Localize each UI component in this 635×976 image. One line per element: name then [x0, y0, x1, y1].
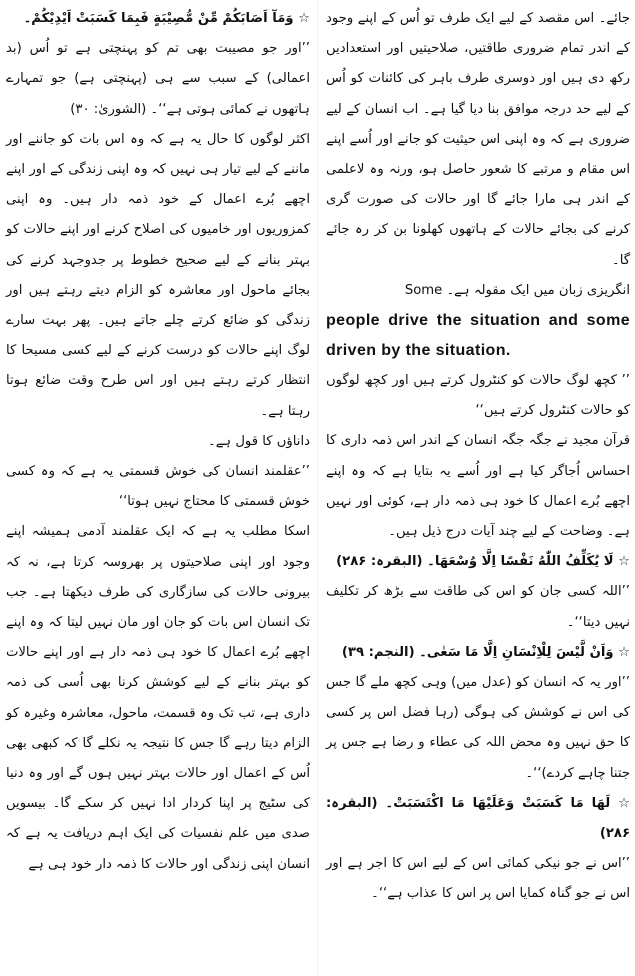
verse-baqarah-1: ☆ لَا يُكَلِّفُ اللّٰهُ نَفْسًا اِلَّا وُسْعَهَا۔ (البقرہ: ۲۸۶): [336, 554, 630, 570]
verse-baqarah-1-translation: ’’اللہ کسی جان کو اس کی طاقت سے بڑھ کر تکلیف نہیں دیتا‘‘۔: [326, 584, 630, 630]
right-column: [326, 4, 630, 910]
left-column: [6, 4, 310, 880]
verse-shura: ☆ وَمَآ اَصَابَكُمْ مِّنْ مُّصِيْبَةٍ فَبِمَا كَسَبَتْ اَيْدِيْكُمْ۔: [23, 11, 310, 26]
quran-responsibility-paragraph: قرآن مجید نے جگہ جگہ انسان کے اندر اس ذمہ داری کا احساس اُجاگر کیا ہے اور اُسے یہ بتایا ہے کہ وہ اپنے اچھے بُرے اعمال کا خود ہی ذمہ دار ہے، کوئی اور نہیں ہے۔ وضاحت کے لیے چند آیات درج ذیل ہیں۔: [326, 433, 630, 540]
verse-shura-translation: ’’اور جو مصیبت بھی تم کو پہنچتی ہے تو اُس (بد اعمالی) کے سبب سے ہی (پہنچتی ہے) جو تمہارے ہاتھوں نے کمائی ہوتی ہے‘‘۔ (الشوریٰ: ۳۰): [6, 41, 310, 117]
wise-saying-intro: داناؤں کا قول ہے۔: [207, 433, 310, 449]
wise-saying: ’’عقلمند انسان کی خوش قسمتی یہ ہے کہ وہ کسی خوش قسمتی کا محتاج نہیں ہوتا‘‘: [6, 464, 310, 510]
proverb-translation: ’’ کچھ لوگ حالات کو کنٹرول کرتے ہیں اور کچھ لوگوں کو حالات کنٹرول کرتے ہیں‘‘: [326, 373, 630, 419]
verse-baqarah-2-translation: ’’اس نے جو نیکی کمائی اس کے لیے اس کا اجر ہے اور اس نے جو گناہ کمایا اس پر اس کا عذاب ہے‘‘۔: [326, 856, 630, 902]
verse-baqarah-2: ☆ لَهَا مَا كَسَبَتْ وَعَلَيْهَا مَا اكْتَسَبَتْ۔ (البقرہ: ۲۸۶): [326, 795, 630, 842]
english-proverb-intro: انگریزی زبان میں ایک مقولہ ہے۔ Some: [404, 282, 630, 298]
column-divider: [317, 0, 318, 976]
verse-najm: ☆ وَاَنْ لَّيْسَ لِلْاِنْسَانِ اِلَّا مَا سَعٰى۔ (النجم: ۳۹): [341, 644, 630, 660]
intro-paragraph: جائے۔ اس مقصد کے لیے ایک طرف تو اُس کے اپنے وجود کے اندر تمام ضروری طاقتیں، صلاحیتیں اور استعدادیں رکھ دی ہیں اور دوسری طرف باہر کی کائنات کو اُس کے لیے حد درجہ موافق بنا دیا گیا ہے۔ اب انسان کے لیے ضروری ہے کہ وہ اپنی اس حیثیت کو جانے اور اُسے اپنے اس مقام و مرتبے کا شعور حاصل ہو، ورنہ وہ لاعلمی کے اندر ہی مارا جائے گا اور حالات کی صورت گری کرنے کی بجائے حالات کے ہاتھوں کھلونا بن کر رہ جائے گا۔: [326, 11, 630, 268]
verse-najm-translation: ’’اور یہ کہ انسان کو (عدل میں) وہی کچھ ملے گا جس کی اس نے کوشش کی ہوگی (رہا فضل اس پر کسی کا حق نہیں وہ محض اللہ کی عطاء و رضا ہے جس پر جتنا چاہے کردے)‘‘۔: [326, 675, 630, 781]
people-attitude-paragraph: اکثر لوگوں کا حال یہ ہے کہ وہ اس بات کو جاننے اور ماننے کے لیے تیار ہی نہیں کہ وہ اپنی زندگی کے اور اپنے اچھے بُرے اعمال کے خود ذمہ دار ہیں۔ وہ اپنی کمزوریوں اور خامیوں کی اصلاح کرنے اور اپنے حالات کو بہتر بنانے کے لیے صحیح خطوط پر جدوجہد کرنے کی بجائے ماحول اور معاشرہ کو الزام دیتے رہتے ہیں اور زندگی کو ضائع کرتے چلے جاتے ہیں۔ پھر بہت سارے لوگ اپنے حالات کو درست کرنے کے لیے کسی مسیحا کا انتظار کرتے رہتے ہیں اور اس طرح وقت ضائع ہوتا رہتا ہے۔: [6, 131, 310, 419]
english-proverb: people drive the situation and some driven by the situation.: [326, 312, 630, 360]
explanation-paragraph: اسکا مطلب یہ ہے کہ ایک عقلمند آدمی ہمیشہ اپنے وجود اور اپنی صلاحیتوں پر بھروسہ کرتا ہے، نہ کہ بیرونی حالات کی سازگاری کی طرف دیکھتا ہے۔ جب تک انسان اس بات کو جان اور مان نہیں لیتا کہ وہ اپنے اچھے بُرے اعمال کا خود ہی ذمہ دار ہے اور اپنے حالات کو بہتر بنانے کے لیے کوشش کرنا بھی اُسی کی ذمہ داری ہے، تب تک وہ قسمت، ماحول، معاشرہ وغیرہ کو الزام دیتا رہے گا جس کا نتیجہ یہ نکلے گا کہ کبھی بھی اُس کے اعمال اور حالات بہتر نہیں ہوں گے اور وہ دنیا کی سٹیج پر اپنا کردار ادا نہیں کر سکے گا۔ بیسویں صدی میں علم نفسیات کی ایک اہم دریافت یہ ہے کہ انسان اپنی زندگی اور حالات کا ذمہ دار خود ہی ہے: [6, 524, 310, 872]
